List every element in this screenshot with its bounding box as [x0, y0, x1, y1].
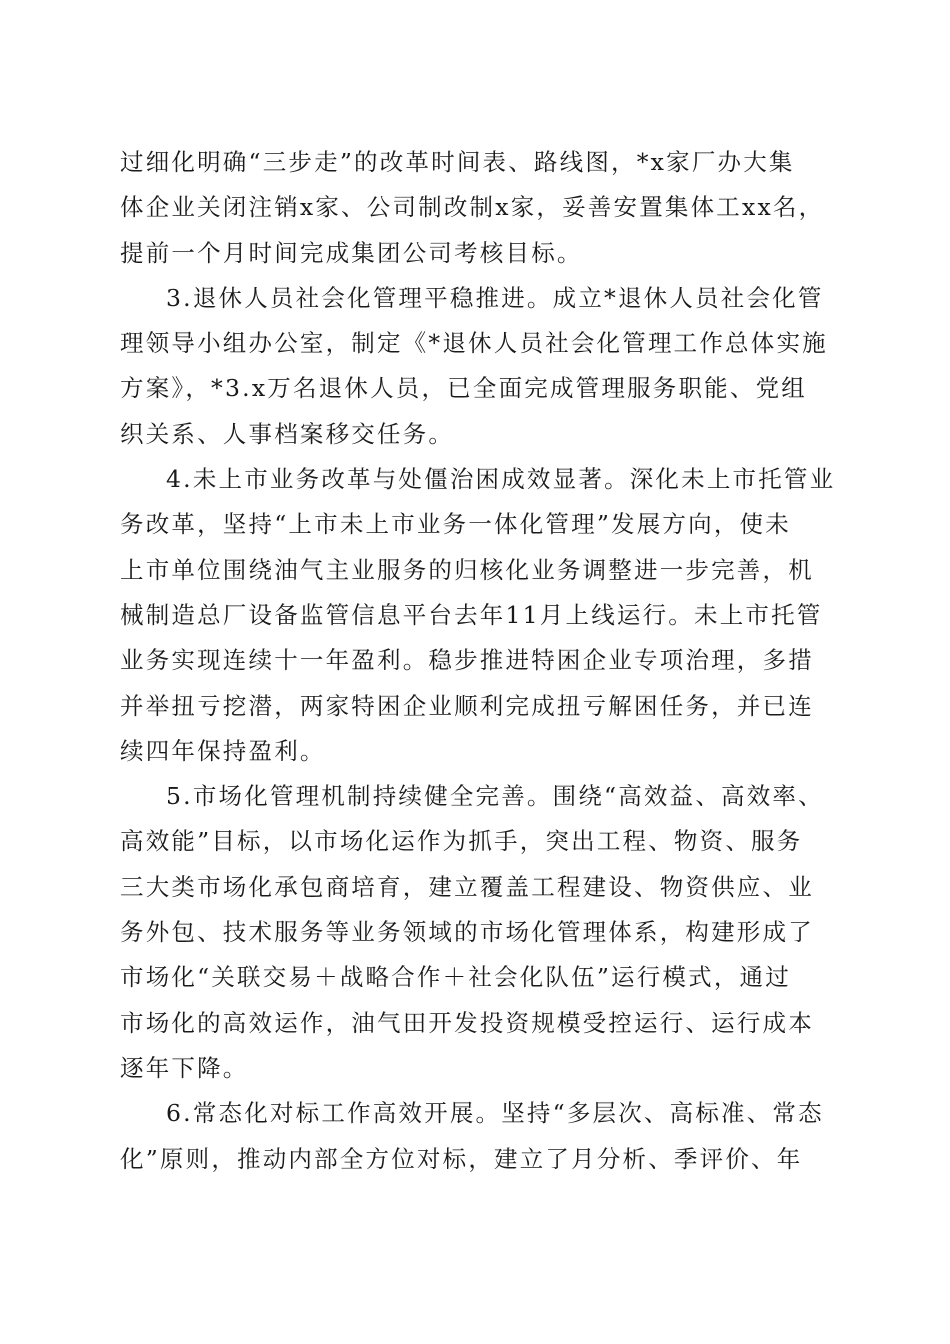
text-line: 织关系、人事档案移交任务。: [120, 419, 455, 448]
text-line: 4.未上市业务改革与处僵治困成效显著。深化未上市托管业: [166, 465, 836, 494]
text-line: 三大类市场化承包商培育，建立覆盖工程建设、物资供应、业: [120, 872, 814, 901]
text-line: 6.常态化对标工作高效开展。坚持“多层次、高标准、常态: [166, 1099, 824, 1128]
text-line: 逐年下降。: [120, 1053, 249, 1082]
text-line: 并举扭亏挖潜，两家特困企业顺利完成扭亏解困任务，并已连: [120, 691, 814, 720]
paragraph-3: [120, 276, 832, 457]
text-line: 提前一个月时间完成集团公司考核目标。: [120, 238, 583, 267]
text-line: 市场化的高效运作，油气田开发投资规模受控运行、运行成本: [120, 1008, 814, 1037]
paragraph-4: [120, 457, 836, 774]
text-line: 业务实现连续十一年盈利。稳步推进特困企业专项治理，多措: [120, 646, 814, 675]
document-body: [120, 140, 836, 1182]
paragraph-6: [120, 1091, 832, 1182]
text-line: 3.退休人员社会化管理平稳推进。成立*退休人员社会化管: [166, 283, 824, 312]
text-line: 过细化明确“三步走”的改革时间表、路线图，*x家厂办大集: [120, 148, 795, 176]
text-line: 续四年保持盈利。: [120, 736, 326, 765]
paragraph-intro-tail: [120, 140, 832, 276]
text-line: 方案》，*3.x万名退休人员，已全面完成管理服务职能、党组: [120, 374, 807, 403]
paragraph-5: [120, 774, 832, 1091]
text-line: 上市单位围绕油气主业服务的归核化业务调整进一步完善，机: [120, 555, 814, 584]
text-line: 务外包、技术服务等业务领域的市场化管理体系，构建形成了: [120, 918, 814, 947]
text-line: 5.市场化管理机制持续健全完善。围绕“高效益、高效率、: [166, 782, 824, 811]
text-line: 理领导小组办公室，制定《*退休人员社会化管理工作总体实施: [120, 329, 828, 358]
text-line: 市场化“关联交易＋战略合作＋社会化队伍”运行模式，通过: [120, 963, 791, 992]
text-line: 化”原则，推动内部全方位对标，建立了月分析、季评价、年: [120, 1144, 803, 1173]
text-line: 体企业关闭注销x家、公司制改制x家，妥善安置集体工xx名，: [120, 193, 825, 222]
text-line: 械制造总厂设备监管信息平台去年11月上线运行。未上市托管: [120, 600, 823, 629]
text-line: 务改革，坚持“上市未上市业务一体化管理”发展方向，使未: [120, 510, 791, 539]
text-line: 高效能”目标，以市场化运作为抓手，突出工程、物资、服务: [120, 827, 803, 856]
